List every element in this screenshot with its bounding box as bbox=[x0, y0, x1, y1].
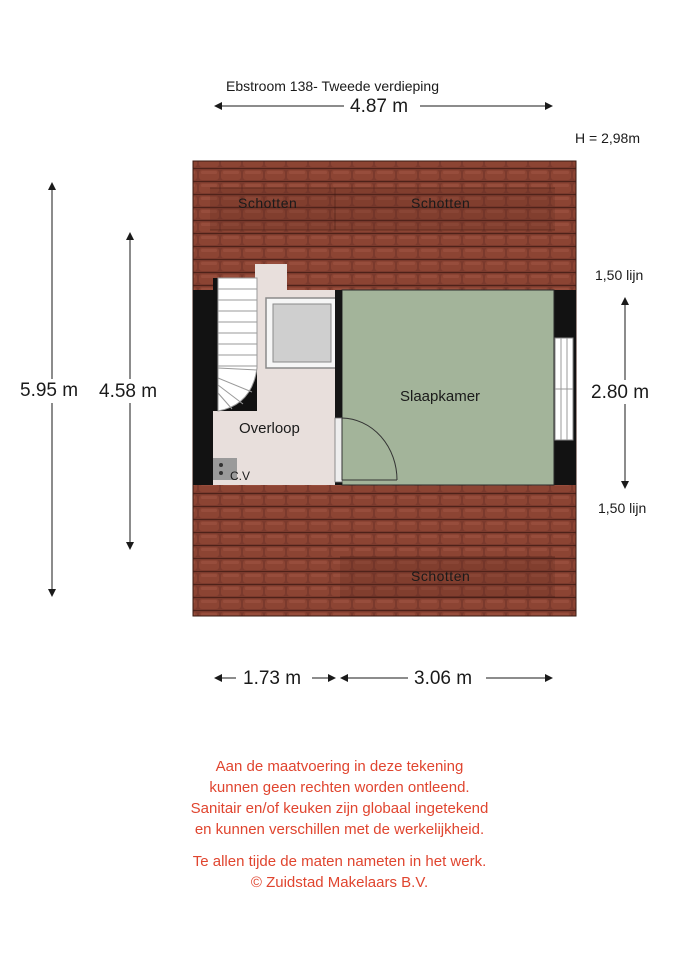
landing-stair-top bbox=[255, 264, 287, 292]
room-label-schotten-top-left: Schotten bbox=[238, 195, 298, 211]
dim-lijn-top: 1,50 lijn bbox=[595, 267, 644, 283]
room-label-slaapkamer: Slaapkamer bbox=[400, 388, 481, 405]
staircase bbox=[213, 278, 257, 411]
room-label-overloop: Overloop bbox=[239, 420, 300, 437]
wall-left bbox=[193, 290, 213, 485]
notice-line-4: en kunnen verschillen met de werkelijkheid. bbox=[194, 821, 485, 838]
dim-bottom-left: 1.73 m bbox=[243, 668, 302, 689]
room-label-cv: C.V bbox=[230, 469, 251, 483]
dim-top-width: 4.87 m bbox=[350, 96, 409, 117]
dim-right-window: 2.80 m bbox=[591, 382, 650, 403]
room-label-schotten-bottom: Schotten bbox=[411, 568, 471, 584]
plan-title: Ebstroom 138- Tweede verdieping bbox=[226, 78, 439, 94]
room-label-schotten-top-right: Schotten bbox=[411, 195, 471, 211]
bedroom-window bbox=[555, 338, 573, 440]
notice-line-2: kunnen geen rechten worden ontleend. bbox=[209, 779, 470, 796]
notice-line-1: Aan de maatvoering in deze tekening bbox=[215, 758, 464, 775]
dim-left-outer: 5.95 m bbox=[20, 380, 79, 401]
notice-line-6: © Zuidstad Makelaars B.V. bbox=[250, 874, 429, 891]
notice-line-5: Te allen tijde de maten nameten in het werk. bbox=[192, 853, 487, 870]
height-note: H = 2,98m bbox=[575, 130, 640, 146]
door-opening bbox=[335, 418, 342, 482]
dim-left-inner: 4.58 m bbox=[99, 381, 158, 402]
dim-lijn-bottom: 1,50 lijn bbox=[598, 500, 647, 516]
dim-bottom-right: 3.06 m bbox=[414, 668, 473, 689]
notice-line-3: Sanitair en/of keuken zijn globaal ingetekend bbox=[190, 800, 489, 817]
